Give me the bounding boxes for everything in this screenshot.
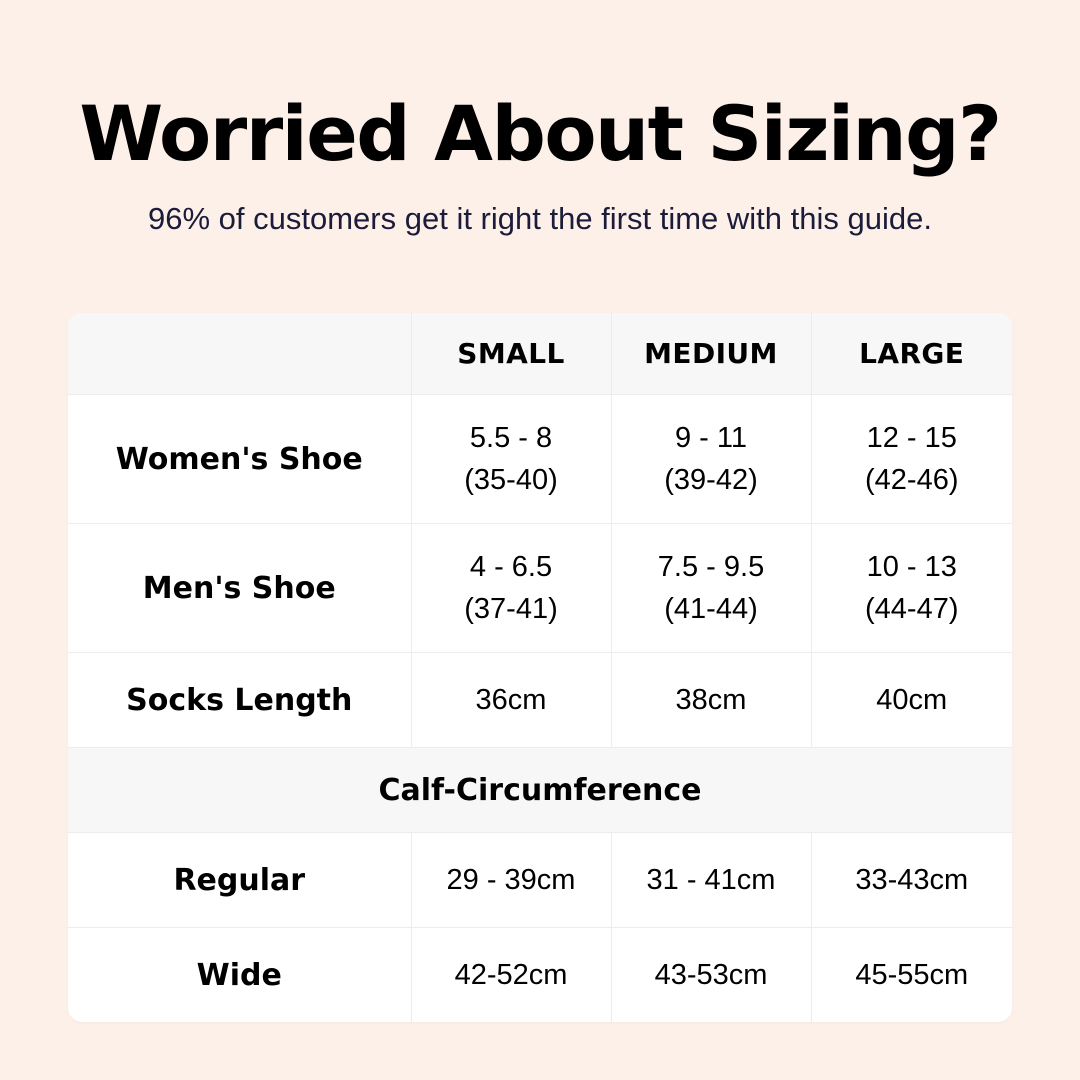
table-section-header (68, 748, 1012, 833)
size-chart-table (68, 313, 1012, 1022)
cell-mens-shoe-medium (611, 524, 811, 653)
cell-regular-small: 29 - 39cm (411, 833, 611, 928)
row-label-mens-shoe: Men's Shoe (68, 524, 411, 653)
cell-value-eu: (39-42) (664, 464, 758, 496)
cell-mens-shoe-large (811, 524, 1012, 653)
cell-value-eu: (42-46) (865, 464, 959, 496)
row-label-regular: Regular (68, 833, 411, 928)
cell-value-eu: (35-40) (464, 464, 558, 496)
column-header-medium: MEDIUM (611, 313, 811, 395)
cell-value-eu: (41-44) (664, 593, 758, 625)
cell-value: 7.5 - 9.5 (657, 550, 765, 583)
table-row (68, 395, 1012, 524)
table-header (68, 313, 1012, 395)
cell-value-eu: (37-41) (464, 593, 558, 625)
page-subtitle: 96% of customers get it right the first time with this guide. (148, 201, 932, 236)
cell-mens-shoe-small (411, 524, 611, 653)
cell-regular-large: 33-43cm (811, 833, 1012, 928)
page-title: Worried About Sizing? (79, 89, 1001, 178)
cell-value: 10 - 13 (866, 550, 957, 583)
row-label-socks-length: Socks Length (68, 653, 411, 748)
cell-value: 4 - 6.5 (469, 550, 553, 583)
cell-value: 12 - 15 (866, 421, 957, 454)
cell-value: 5.5 - 8 (469, 421, 553, 454)
row-label-womens-shoe: Women's Shoe (68, 395, 411, 524)
cell-wide-medium: 43-53cm (611, 928, 811, 1023)
cell-wide-small: 42-52cm (411, 928, 611, 1023)
size-chart-card (68, 313, 1012, 1022)
table-row (68, 653, 1012, 748)
table-row (68, 928, 1012, 1023)
table-header-row (68, 313, 1012, 395)
cell-wide-large: 45-55cm (855, 958, 969, 991)
table-row (68, 833, 1012, 928)
column-header-large: LARGE (811, 313, 1012, 395)
cell-value: 9 - 11 (674, 421, 747, 454)
cell-regular-medium: 31 - 41cm (611, 833, 811, 928)
table-row (68, 524, 1012, 653)
cell-socks-length-small: 36cm (411, 653, 611, 748)
column-header-blank (68, 313, 411, 395)
cell-womens-shoe-medium (611, 395, 811, 524)
cell-value-eu: (44-47) (865, 593, 959, 625)
row-label-wide: Wide (68, 928, 411, 1023)
cell-womens-shoe-small (411, 395, 611, 524)
table-body (68, 395, 1012, 1023)
column-header-small: SMALL (411, 313, 611, 395)
cell-socks-length-medium: 38cm (611, 653, 811, 748)
section-title-calf-circumference: Calf-Circumference (68, 748, 1012, 833)
cell-socks-length-large: 40cm (811, 653, 1012, 748)
cell-womens-shoe-large (811, 395, 1012, 524)
